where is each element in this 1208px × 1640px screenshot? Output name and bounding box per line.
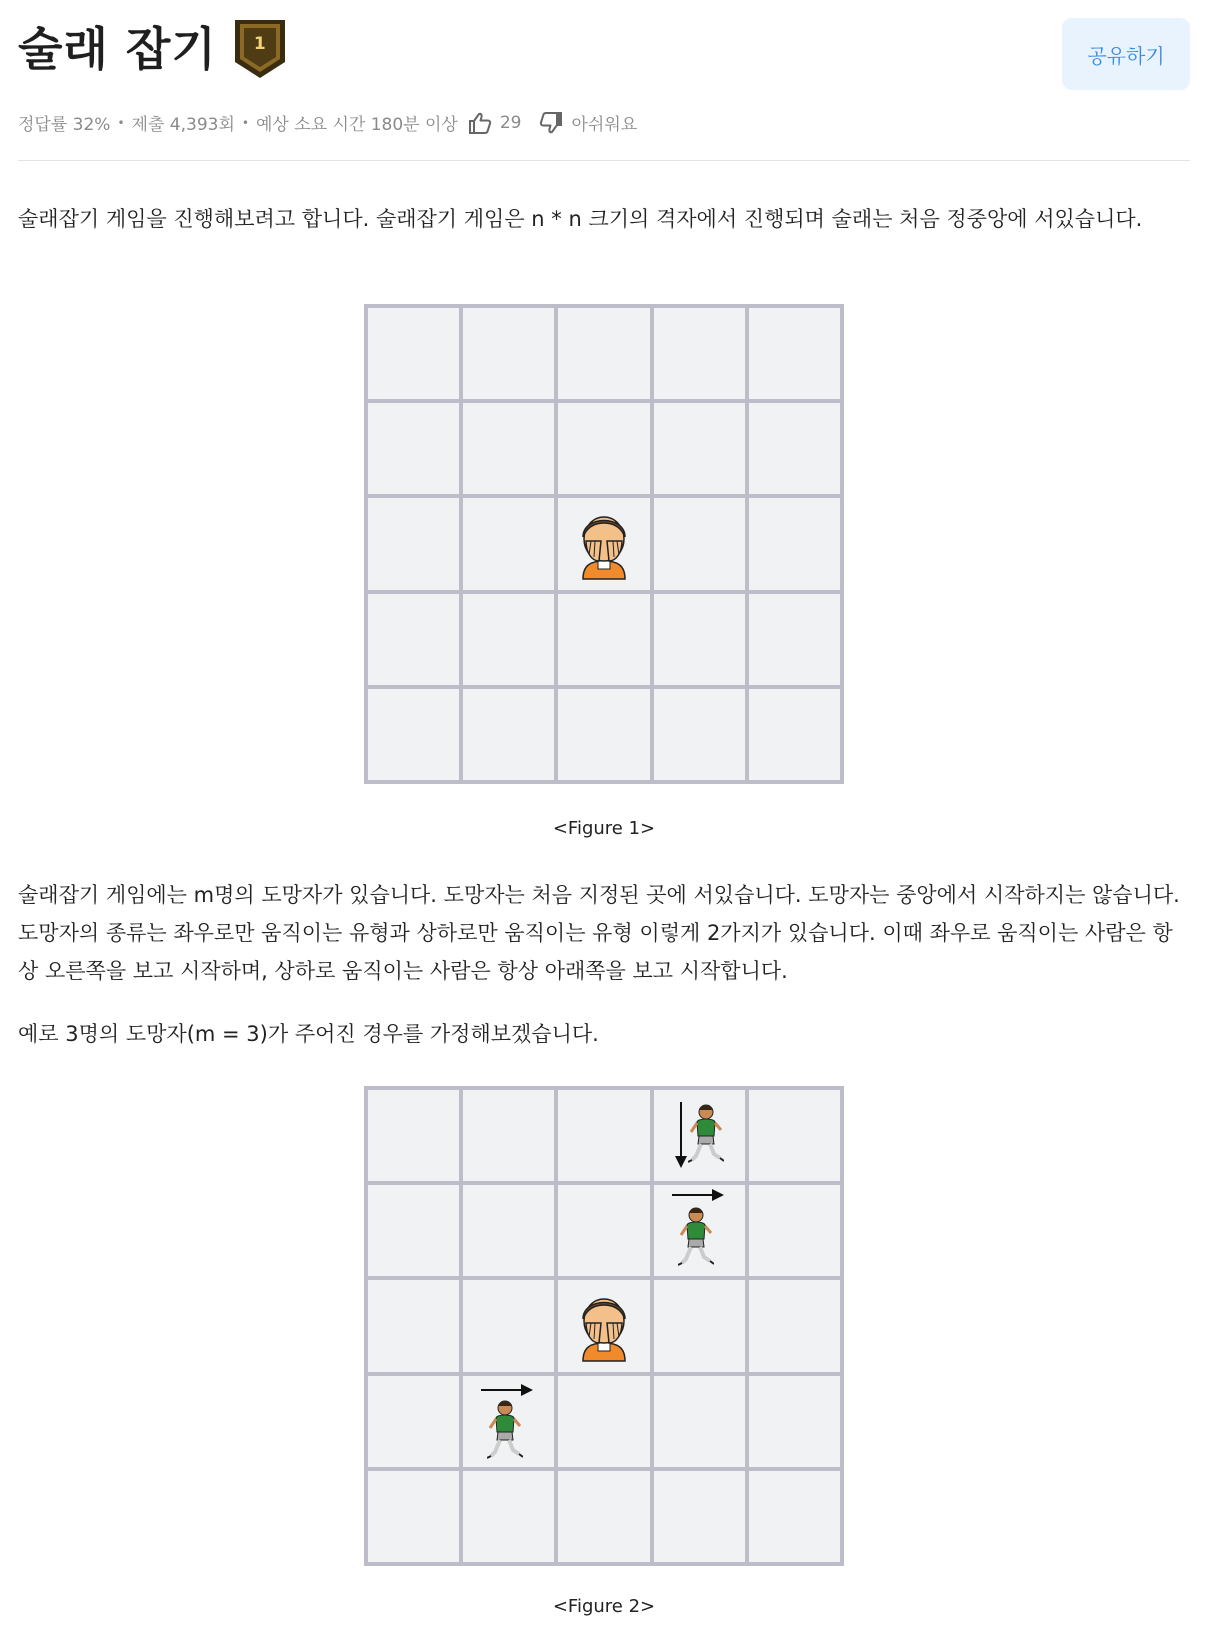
grid-cell-runner-horizontal [463,1376,554,1467]
title-row [18,18,287,80]
grid-cell [368,308,459,399]
grid-cell-runner-vertical [654,1090,745,1181]
dislike-button[interactable] [521,110,637,135]
grid-cell [558,308,649,399]
grid-cell [558,1185,649,1276]
runner-icon [487,1400,523,1460]
grid-cell [749,1185,840,1276]
grid-cell [749,1376,840,1467]
grid-cell [368,498,459,589]
grid-cell [654,1280,745,1371]
page-title: 술래 잡기 [18,22,217,76]
grid-cell [654,1376,745,1467]
grid-cell [368,1185,459,1276]
grid-cell [654,1471,745,1562]
arrow-right-icon [481,1384,533,1396]
grid-cell [463,689,554,780]
grid-cell [749,498,840,589]
grid-cell-center [558,498,649,589]
grid-cell [463,403,554,494]
grid-cell [654,594,745,685]
grid-cell [749,1471,840,1562]
grid-cell [558,1471,649,1562]
problem-meta [18,110,637,135]
expected-time: 예상 소요 시간 180분 이상 [255,115,458,135]
grid-cell [654,308,745,399]
grid-cell [654,403,745,494]
grid-cell [558,1090,649,1181]
seeker-icon [577,1293,631,1363]
tier-badge [233,18,287,80]
grid-cell [749,689,840,780]
figure-2-caption: <Figure 2> [552,1596,656,1617]
thumbs-down-icon [539,112,563,134]
grid-cell [749,403,840,494]
grid-cell [463,1471,554,1562]
grid-cell [368,1090,459,1181]
figure-1-caption: <Figure 1> [552,818,656,839]
accuracy-rate: 정답률 32% [18,115,111,135]
problem-paragraph-3: 예로 3명의 도망자(m = 3)가 주어진 경우를 가정해보겠습니다. [18,1022,599,1046]
like-button[interactable] [458,112,522,134]
runner-icon [678,1207,714,1267]
grid-cell [463,594,554,685]
grid-cell [558,689,649,780]
figure-2-grid [364,1086,844,1566]
grid-cell [749,308,840,399]
grid-cell [463,1090,554,1181]
share-button[interactable]: 공유하기 [1062,18,1190,90]
grid-cell-center [558,1280,649,1371]
header-divider [18,160,1190,161]
grid-cell [749,1280,840,1371]
grid-cell [463,1280,554,1371]
grid-cell-runner-horizontal [654,1185,745,1276]
grid-cell [368,403,459,494]
problem-paragraph-1: 술래잡기 게임을 진행해보려고 합니다. 술래잡기 게임은 n * n 크기의 격자에서 진행되며 술래는 처음 정중앙에 서있습니다. [18,207,1143,231]
grid-cell [654,498,745,589]
grid-cell [463,308,554,399]
grid-cell [463,1185,554,1276]
grid-cell [463,498,554,589]
thumbs-up-icon [468,112,492,134]
seeker-icon [577,511,631,581]
submission-count: 제출 4,393회 [131,115,235,135]
separator-dot: • [117,115,125,130]
grid-cell [749,594,840,685]
dislike-label: 아쉬워요 [571,115,638,135]
grid-cell [558,594,649,685]
like-count: 29 [499,112,522,133]
grid-cell [558,1376,649,1467]
grid-cell [368,1376,459,1467]
grid-cell [368,594,459,685]
figure-1-grid [364,304,844,784]
grid-cell [749,1090,840,1181]
grid-cell [368,689,459,780]
tier-level: 1 [253,34,266,54]
separator-dot: • [241,115,249,130]
problem-header [18,0,1190,160]
grid-cell [558,403,649,494]
runner-icon [688,1104,724,1164]
grid-cell [368,1280,459,1371]
grid-cell [368,1471,459,1562]
problem-paragraph-2: 술래잡기 게임에는 m명의 도망자가 있습니다. 도망자는 처음 지정된 곳에 서있습니다. 도망자는 중앙에서 시작하지는 않습니다. 도망자의 종류는 좌우로만 움직이는 유형과 상하로만 움직이는 유형 이렇게 2가지가 있습니다. 이때 좌우로 움직이는 사람은 항상 오른쪽을 보고 시작하며, 상하로 움직이는 사람은 항상 아래쪽을 보고 시작합니다. [18,883,1180,983]
arrow-down-icon [674,1102,688,1168]
grid-cell [654,689,745,780]
arrow-right-icon [672,1189,724,1201]
